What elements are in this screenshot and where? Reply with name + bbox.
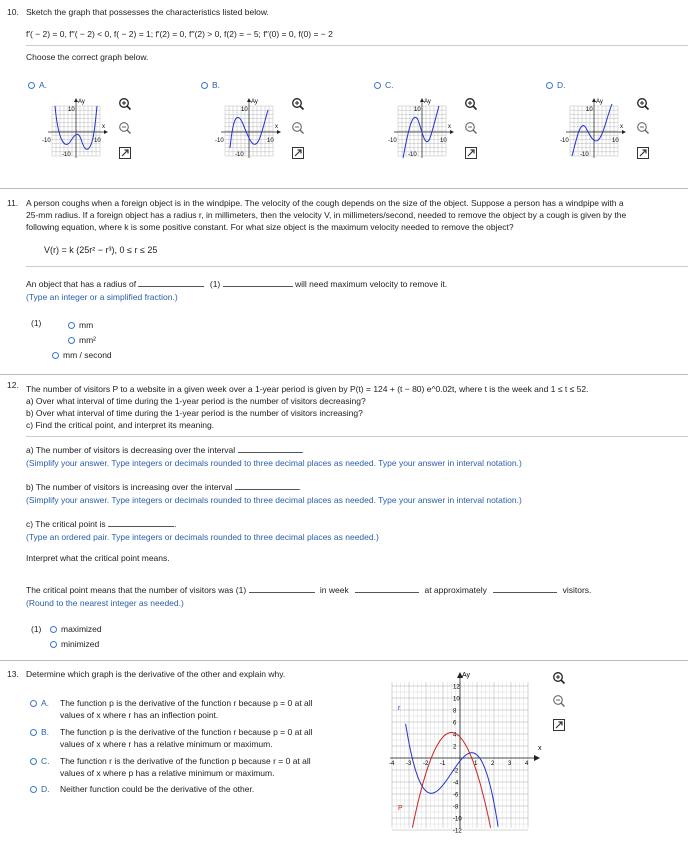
q12-intro: The number of visitors P to a website in a given week over a 1-year period is given by P(t) = 124 + (t − 80) e^0.02t, where t is the week and 1 ≤ t ≤ 52. (26, 384, 589, 394)
q12-c-input[interactable] (108, 518, 174, 527)
q11-choice-label: (1) (31, 318, 42, 328)
q10-a-axis-y: Ay (78, 99, 85, 105)
q11-text-1: A person coughs when a foreign object is in the windpipe. The velocity of the cough depends on the size of the object. Suppose a person has a windpipe with a (26, 198, 624, 208)
q13-x-tick: -2 (423, 761, 429, 767)
q12-c-answer: c) The critical point is . (26, 519, 177, 529)
q13-curve-r (406, 724, 499, 827)
q12-visitors-input[interactable] (493, 584, 557, 593)
q13-y-tick: -8 (453, 804, 459, 811)
q10-graph-b (213, 98, 283, 160)
q13-y-tick: -4 (453, 780, 459, 787)
zoom-out-icon[interactable] (636, 121, 650, 135)
q10-prompt: Sketch the graph that possesses the characteristics listed below. (26, 7, 269, 17)
q10-c-axis-y: Ay (424, 99, 431, 105)
q10-option-a[interactable]: A. (28, 80, 47, 90)
q13-x-tick: 1 (474, 761, 478, 767)
q13-y-tick: 8 (453, 708, 457, 715)
q13-c-line2: values of x where p has a relative minimum or maximum. (60, 768, 275, 778)
q10-conditions: f′( − 2) = 0, f′′( − 2) < 0, f( − 2) = 1; f′(2) = 0, f′′(2) > 0, f(2) = − 5; f′′(0) = 0, f(0) = − 2 (26, 29, 333, 39)
q10-b-tick-top: 10 (241, 107, 248, 113)
q12-choice-maximized[interactable]: maximized (50, 624, 102, 634)
q13-option-b[interactable]: B. (30, 727, 49, 737)
q10-option-d[interactable]: D. (546, 80, 566, 90)
q11-equation: V(r) = k (25r² − r³), 0 ≤ r ≤ 25 (44, 245, 158, 255)
q10-d-axis-x: x (620, 124, 623, 130)
q11-answer-line: An object that has a radius of (1) will need maximum velocity to remove it. (26, 279, 448, 289)
q12-week-input[interactable] (355, 584, 419, 593)
q10-d-tick-right: 10 (612, 138, 619, 144)
q12-a-hint: (Simplify your answer. Type integers or decimals rounded to three decimal places as needed. Type your answer in interval notation.) (26, 458, 522, 468)
zoom-in-icon[interactable] (636, 97, 650, 111)
q11-choice-mm2[interactable]: mm² (68, 335, 96, 345)
q13-x-arrow (534, 755, 540, 761)
q12-choice-label: (1) (31, 624, 42, 634)
q13-c-line1: The function r is the derivative of the function p because r = 0 at all (60, 756, 311, 766)
q11-number: 11. (7, 198, 19, 208)
q10-a-tick-bottom: -10 (62, 152, 71, 158)
q10-option-c[interactable]: C. (374, 80, 394, 90)
q13-y-tick: -12 (453, 828, 462, 835)
q10-c-tick-left: -10 (388, 138, 397, 144)
q12-meaning-dropdown[interactable] (249, 584, 315, 593)
zoom-in-icon[interactable] (118, 97, 132, 111)
q13-x-tick: -1 (440, 761, 446, 767)
q10-b-tick-right: 10 (267, 138, 274, 144)
radio-b[interactable] (201, 82, 208, 89)
q13-x-tick: -4 (389, 761, 395, 767)
zoom-in-icon[interactable] (291, 97, 305, 111)
zoom-in-icon[interactable] (552, 671, 566, 685)
q12-c-hint: (Type an ordered pair. Type integers or decimals rounded to three decimal places as needed.) (26, 532, 379, 542)
q10-graph-d (558, 98, 628, 160)
zoom-out-icon[interactable] (552, 694, 566, 708)
q11-text-3: following equation, where k is some positive constant. For what size object is the maximum velocity needed to remove the object? (26, 222, 514, 232)
q13-number: 13. (7, 669, 19, 679)
q12-b-answer: b) The number of visitors is increasing over the interval . (26, 482, 302, 492)
q13-a-line2: values of x where r has an inflection point. (60, 710, 219, 720)
q10-b-tick-bottom: -10 (235, 152, 244, 158)
q13-option-d[interactable]: D. (30, 784, 50, 794)
radio-a[interactable] (28, 82, 35, 89)
q13-y-tick: -10 (453, 816, 462, 823)
q11-choice-mm-second[interactable]: mm / second (52, 350, 112, 360)
zoom-in-icon[interactable] (464, 97, 478, 111)
q10-graph-a (40, 98, 110, 160)
q10-choose: Choose the correct graph below. (26, 52, 149, 62)
q13-y-tick: 4 (453, 732, 457, 739)
q11-unit-dropdown[interactable] (223, 278, 293, 287)
q10-d-tick-bottom: -10 (580, 152, 589, 158)
q13-label-p: P (398, 805, 403, 812)
radio-d[interactable] (546, 82, 553, 89)
q12-part-c: c) Find the critical point, and interpret its meaning. (26, 420, 215, 430)
q12-b-hint: (Simplify your answer. Type integers or decimals rounded to three decimal places as needed. Type your answer in interval notation.) (26, 495, 522, 505)
q12-part-b: b) Over what interval of time during the 1-year period is the number of visitors increasing? (26, 408, 363, 418)
q13-axis-x-label: x (538, 745, 542, 752)
q13-x-tick: 2 (491, 761, 495, 767)
q10-d-axis-y: Ay (596, 99, 603, 105)
q10-a-tick-left: -10 (42, 138, 51, 144)
q10-c-tick-bottom: -10 (408, 152, 417, 158)
q10-b-axis-x: x (275, 124, 278, 130)
q13-label-r: r (398, 705, 401, 712)
q13-y-tick: 10 (453, 696, 460, 703)
q13-y-tick: 12 (453, 684, 460, 691)
expand-icon[interactable] (552, 718, 566, 732)
q11-hint: (Type an integer or a simplified fraction.) (26, 292, 178, 302)
q13-axis-y-label: Ay (462, 672, 471, 679)
q13-d-line1: Neither function could be the derivative of the other. (60, 784, 255, 794)
q12-part-a: a) Over what interval of time during the 1-year period is the number of visitors decreasing? (26, 396, 366, 406)
q10-graph-c (386, 98, 456, 160)
q13-a-line1: The function p is the derivative of the function r because p = 0 at all (60, 698, 313, 708)
q12-round-hint: (Round to the nearest integer as needed.) (26, 598, 184, 608)
radio-c[interactable] (374, 82, 381, 89)
q11-choice-mm[interactable]: mm (68, 320, 93, 330)
zoom-out-icon[interactable] (291, 121, 305, 135)
q10-a-tick-top: 10 (68, 107, 75, 113)
q13-y-tick: -2 (453, 768, 459, 775)
q12-number: 12. (7, 380, 19, 390)
q13-prompt: Determine which graph is the derivative of the other and explain why. (26, 669, 286, 679)
q13-b-line2: values of x where r has a relative minimum or maximum. (60, 739, 273, 749)
q10-c-axis-x: x (448, 124, 451, 130)
zoom-out-icon[interactable] (464, 121, 478, 135)
expand-icon[interactable] (636, 146, 650, 160)
expand-icon[interactable] (118, 146, 132, 160)
q13-y-tick: 2 (453, 744, 457, 751)
q12-a-input[interactable] (238, 444, 302, 453)
q12-meaning-line: The critical point means that the number of visitors was (1) in week at approximately visitors. (26, 585, 592, 595)
q13-option-c[interactable]: C. (30, 756, 50, 766)
q10-c-tick-right: 10 (440, 138, 447, 144)
zoom-out-icon[interactable] (118, 121, 132, 135)
expand-icon[interactable] (291, 146, 305, 160)
q13-y-tick: -6 (453, 792, 459, 799)
q11-radius-input[interactable] (138, 278, 204, 287)
q12-a-answer: a) The number of visitors is decreasing over the interval . (26, 445, 304, 455)
q10-b-axis-y: Ay (251, 99, 258, 105)
q13-x-tick: 3 (508, 761, 512, 767)
q10-d-tick-top: 10 (586, 107, 593, 113)
q10-a-axis-x: x (102, 124, 105, 130)
q12-interpret: Interpret what the critical point means. (26, 553, 170, 563)
q13-y-tick: 6 (453, 720, 457, 727)
expand-icon[interactable] (464, 146, 478, 160)
q13-graph (384, 668, 544, 835)
q10-option-b[interactable]: B. (201, 80, 220, 90)
q10-a-tick-right: 10 (94, 138, 101, 144)
q13-x-tick: 4 (525, 761, 529, 767)
q13-b-line1: The function p is the derivative of the function r because p = 0 at all (60, 727, 313, 737)
q12-choice-minimized[interactable]: minimized (50, 639, 99, 649)
q10-number: 10. (7, 7, 19, 17)
q12-b-input[interactable] (235, 481, 299, 490)
q13-x-tick: -3 (406, 761, 412, 767)
q11-text-2: 25-mm radius. If a foreign object has a radius r, in millimeters, then the velocity V, in millimeters/second, needed to remove the object by a cough is given by the (26, 210, 627, 220)
q10-c-tick-top: 10 (414, 107, 421, 113)
q13-option-a[interactable]: A. (30, 698, 49, 708)
q10-b-tick-left: -10 (215, 138, 224, 144)
q10-d-tick-left: -10 (560, 138, 569, 144)
